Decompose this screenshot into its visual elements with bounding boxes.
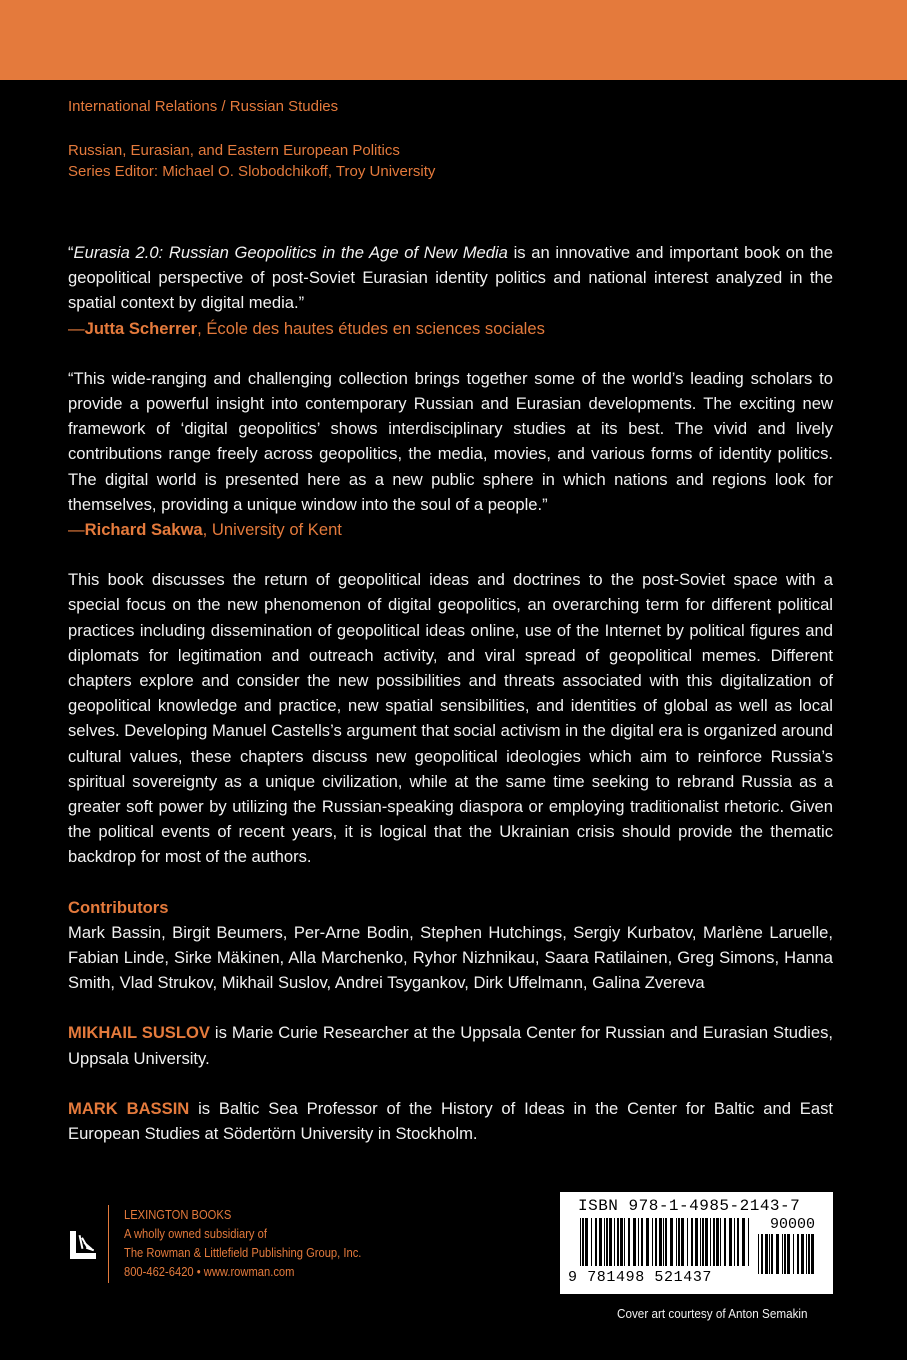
author-bio-text: is Baltic Sea Professor of the History of Ideas in the Center for Baltic and East European Studies at Södertörn University in Stockholm.	[68, 1098, 833, 1144]
main-text	[68, 240, 833, 1146]
publisher-divider	[108, 1205, 109, 1283]
isbn-number: ISBN 978-1-4985-2143-7	[578, 1197, 801, 1215]
publisher-line-1: A wholly owned subsidiary of	[124, 1226, 267, 1241]
isbn-barcode	[560, 1192, 833, 1294]
review-quote-2: “This wide-ranging and challenging collection brings together some of the world’s leading scholars to provide a powerful insight into contemporary Russian and Eurasian developments. The exciting new framework of ‘digital geopolitics’ shows interdisciplinary studies at its best. The vivid and lively contributions range freely across geopolitics, the media, movies, and various forms of identity politics. The digital world is presented here as a new public sphere in which nations and regions look for themselves, providing a unique window into the soul of a people.”	[68, 368, 833, 514]
barcode-digits: 9 781498 521437	[568, 1269, 713, 1286]
review-quote-1	[68, 240, 833, 316]
author-bio-text: is Marie Curie Researcher at the Uppsala Center for Russian and Eurasian Studies, Uppsala University.	[68, 1023, 833, 1068]
contributors-heading: Contributors	[68, 897, 169, 917]
author-bio-1	[68, 1020, 833, 1070]
series-editor: Series Editor: Michael O. Slobodchikoff, Troy University	[68, 163, 436, 180]
author-bio-2	[68, 1096, 833, 1146]
subject-category: International Relations / Russian Studies	[68, 98, 339, 115]
series-info	[68, 140, 435, 182]
review-attribution-2: —Richard Sakwa, University of Kent	[68, 520, 342, 540]
lexington-logo-icon	[66, 1205, 100, 1285]
price-code: 90000	[769, 1216, 815, 1233]
barcode-bars	[580, 1218, 750, 1266]
series-name: Russian, Eurasian, and Eastern European Politics	[68, 142, 400, 159]
reviewer-affiliation: , École des hautes études en sciences sociales	[197, 318, 545, 338]
review1-body: is an innovative and important book on the geopolitical perspective of post-Soviet Eurasian identity politics and national interest analyzed in the spatial context by digital media.”	[68, 243, 833, 313]
publisher-line-2: The Rowman & Littlefield Publishing Group, Inc.	[124, 1245, 362, 1260]
publisher-info	[124, 1205, 361, 1281]
book-description: This book discusses the return of geopolitical ideas and doctrines to the post-Soviet space with a special focus on the new phenomenon of digital geopolitics, an overarching term for different political practices including dissemination of geopolitical ideas online, use of the Internet by political figures and diplomats for legitimation and outreach activity, and viral spread of geopolitical memes. Different chapters explore and consider the new possibilities and threats associated with this digitalization of geopolitical knowledge and practice, new spatial sensibilities, and identities of global as well as local selves. Developing Manuel Castells’s argument that social activism in the digital era is organized around cultural values, these chapters discuss new geopolitical ideologies which aim to reinforce Russia’s spiritual sovereignty as a unique civilization, while at the same time seeking to rebrand Russia as a greater soft power by utilizing the Russian-speaking diaspora or employing traditionalist rhetoric. Given the political events of recent years, it is logical that the Ukrainian crisis should provide the thematic backdrop for most of the authors.	[68, 570, 833, 867]
cover-art-credit: Cover art courtesy of Anton Semakin	[617, 1306, 808, 1321]
reviewer-name: Jutta Scherrer	[84, 318, 198, 338]
author-name: MIKHAIL SUSLOV	[68, 1023, 210, 1043]
book-title: Eurasia 2.0: Russian Geopolitics in the Age of New Media	[73, 243, 508, 262]
barcode-addon-bars	[758, 1234, 814, 1274]
publisher-line-3: 800-462-6420 • www.rowman.com	[124, 1264, 295, 1279]
reviewer-affiliation: , University of Kent	[202, 520, 342, 540]
reviewer-name: Richard Sakwa	[84, 520, 203, 540]
top-color-band	[0, 0, 907, 80]
review1-open-quote: “	[68, 243, 74, 262]
author-name: MARK BASSIN	[68, 1098, 190, 1118]
publisher-name: LEXINGTON BOOKS	[124, 1207, 232, 1222]
contributors-list: Mark Bassin, Birgit Beumers, Per-Arne Bodin, Stephen Hutchings, Sergiy Kurbatov, Marlène Laruelle, Fabian Linde, Sirke Mäkinen, Alla Marchenko, Ryhor Nizhnikau, Saara Ratilainen, Greg Simons, Hanna Smith, Vlad Strukov, Mikhail Suslov, Andrei Tsygankov, Dirk Uffelmann, Galina Zvereva	[68, 922, 833, 993]
review-attribution-1: —Jutta Scherrer, École des hautes études en sciences sociales	[68, 318, 545, 338]
